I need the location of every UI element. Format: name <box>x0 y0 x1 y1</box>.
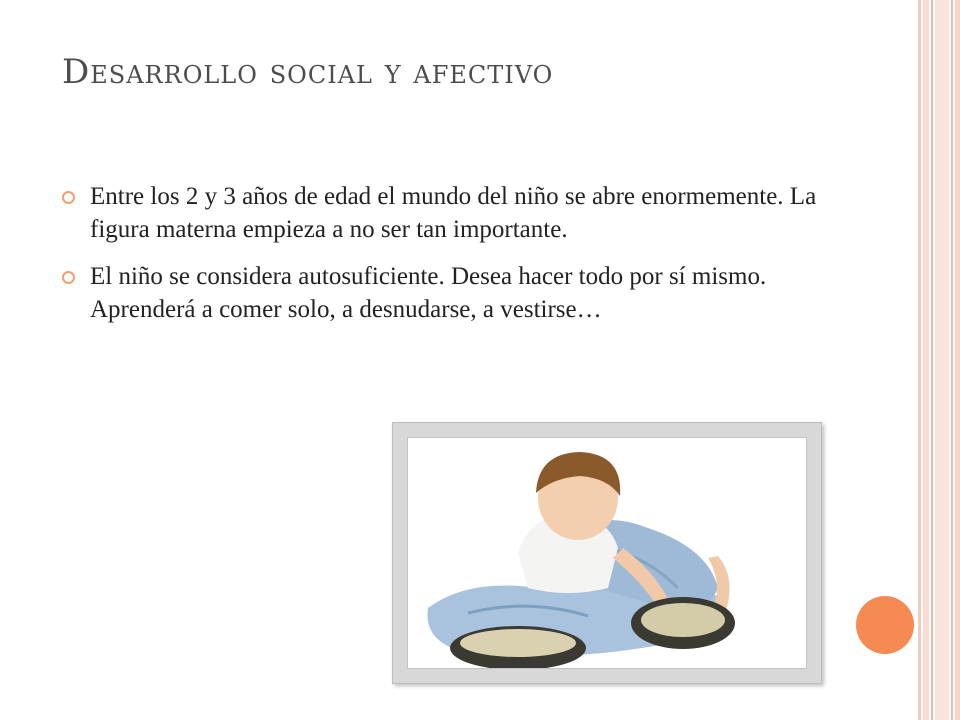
photo-frame <box>392 422 822 684</box>
slide-title: Desarrollo social y afectivo <box>62 52 554 92</box>
decorative-stripe <box>923 0 929 720</box>
decorative-stripe <box>918 0 921 720</box>
bullet-text: El niño se considera autosuficiente. Desea hacer todo por sí mismo. Aprenderá a comer solo, a desnudarse, a vestirse… <box>90 263 767 323</box>
bullet-circle-icon <box>62 191 75 204</box>
bullet-text: Entre los 2 y 3 años de edad el mundo del niño se abre enormemente. La figura materna empieza a no ser tan importante. <box>90 183 817 243</box>
decorative-stripe <box>955 0 960 720</box>
decorative-stripe <box>935 0 949 720</box>
decorative-stripe <box>951 0 953 720</box>
bullet-item <box>62 260 842 326</box>
accent-circle-icon <box>856 596 914 654</box>
decorative-stripe <box>931 0 933 720</box>
bullet-circle-icon <box>62 271 75 284</box>
child-photo <box>407 437 807 669</box>
bullet-item <box>62 180 842 246</box>
child-putting-on-shoes-illustration <box>408 438 807 669</box>
bullet-list <box>62 180 842 340</box>
